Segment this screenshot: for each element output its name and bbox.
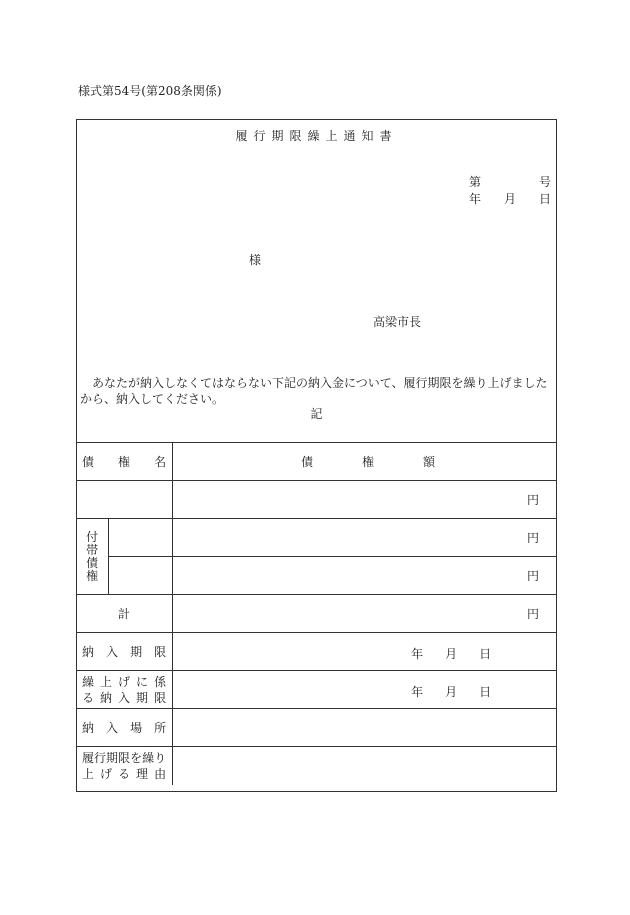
table-row	[76, 557, 557, 595]
ki-heading: 記	[310, 407, 323, 421]
accel-line1-char: 繰	[82, 674, 95, 689]
doc-number-prefix: 第	[469, 175, 482, 189]
document-date	[469, 190, 551, 207]
form-number: 様式第54号(第208条関係)	[78, 84, 222, 98]
sender-name: 高梁市長	[373, 315, 422, 329]
accel-line1-char: 係	[154, 674, 167, 689]
reason-line1-char: 履	[82, 750, 95, 765]
header-claim-name-char: 権	[118, 455, 131, 469]
table-row	[76, 519, 557, 557]
attached-claims-char: 債	[86, 555, 99, 570]
reason-line1-char: 期	[106, 750, 119, 765]
attached-claim-amount-2: 円	[173, 557, 557, 595]
reason-line1	[76, 750, 172, 766]
table-header-row	[76, 443, 557, 481]
payment-deadline-char: 入	[106, 645, 119, 659]
doc-date-month: 月	[503, 192, 516, 206]
document-title: 履行期限繰上通知書	[235, 129, 398, 143]
payment-place-char: 納	[82, 721, 95, 735]
accelerated-deadline-line2	[76, 690, 172, 706]
doc-date-year: 年	[469, 192, 482, 206]
payment-deadline-label-text	[76, 643, 172, 660]
reason-line2-char: 由	[154, 766, 167, 781]
accel-line2-char: 期	[136, 690, 149, 705]
table-row	[76, 595, 557, 633]
payment-deadline-date	[173, 633, 557, 671]
total-amount: 円	[173, 595, 557, 633]
reason-line2-char: 上	[82, 766, 95, 781]
reason-line2-char: 理	[136, 766, 149, 781]
accelerated-deadline-line1	[76, 674, 172, 690]
payment-deadline-char: 期	[130, 645, 143, 659]
attached-claim-name-1	[109, 519, 173, 557]
reason-line1-char: り	[154, 750, 167, 765]
header-claim-name-char: 債	[82, 455, 95, 469]
payment-place-char: 入	[106, 721, 119, 735]
accel-day: 日	[479, 685, 492, 699]
header-claim-amount-char: 額	[422, 455, 435, 469]
payment-deadline-char: 納	[82, 645, 95, 659]
accel-month: 月	[445, 685, 458, 699]
notice-body: あなたが納入しなくてはならない下記の納入金について、履行期限を繰り上げましたから、納入してください。	[80, 376, 548, 406]
reason-label	[76, 747, 173, 785]
header-claim-amount-text	[173, 453, 557, 470]
addressee-honorific: 様	[249, 253, 262, 267]
reason-line2	[76, 766, 172, 782]
accel-line2-char: 限	[154, 690, 167, 705]
attached-claims-char: 帯	[86, 542, 99, 557]
payment-place-label-text	[76, 719, 172, 736]
table-row	[76, 481, 557, 519]
accel-line2-char: る	[82, 690, 95, 705]
payment-place-char: 所	[154, 721, 167, 735]
table-row	[76, 671, 557, 709]
payment-place-char: 場	[130, 721, 143, 735]
header-claim-name-char: 名	[154, 455, 167, 469]
attached-claims-char: 付	[86, 529, 99, 544]
table-row	[76, 709, 557, 747]
reason-line1-char: 繰	[142, 750, 155, 765]
table-row	[76, 747, 557, 785]
document-number	[469, 173, 551, 190]
header-claim-amount-char: 権	[362, 455, 375, 469]
reason-value	[173, 747, 557, 785]
claim-name-cell	[76, 481, 173, 519]
accel-year: 年	[411, 685, 424, 699]
header-claim-amount	[173, 443, 557, 481]
reason-line1-char: を	[130, 750, 143, 765]
deadline-day: 日	[479, 647, 492, 661]
accelerated-deadline-date	[173, 671, 557, 709]
reason-line2-char: る	[118, 766, 131, 781]
reason-line1-char: 行	[94, 750, 107, 765]
doc-number-suffix: 号	[538, 175, 551, 189]
table-row	[76, 633, 557, 671]
accel-line1-char: げ	[118, 674, 131, 689]
payment-deadline-label	[76, 633, 173, 671]
header-claim-name	[76, 443, 173, 481]
doc-date-day: 日	[538, 192, 551, 206]
deadline-year: 年	[411, 647, 424, 661]
deadline-month: 月	[445, 647, 458, 661]
payment-place-label	[76, 709, 173, 747]
attached-claims-label	[76, 519, 109, 595]
accel-line2-char: 納	[100, 690, 113, 705]
reason-line2-char: げ	[100, 766, 113, 781]
header-claim-name-text	[76, 453, 172, 470]
attached-claim-amount-1: 円	[173, 519, 557, 557]
payment-place-value	[173, 709, 557, 747]
accelerated-deadline-label	[76, 671, 173, 709]
accel-line1-char: 上	[100, 674, 113, 689]
accel-line1-char: に	[136, 674, 149, 689]
attached-claims-char: 権	[86, 568, 99, 583]
total-label: 計	[76, 595, 173, 633]
claims-table	[76, 442, 557, 785]
attached-claim-name-2	[109, 557, 173, 595]
header-claim-amount-char: 債	[301, 455, 314, 469]
payment-deadline-char: 限	[154, 645, 167, 659]
claim-amount-cell: 円	[173, 481, 557, 519]
accel-line2-char: 入	[118, 690, 131, 705]
reason-line1-char: 限	[118, 750, 131, 765]
